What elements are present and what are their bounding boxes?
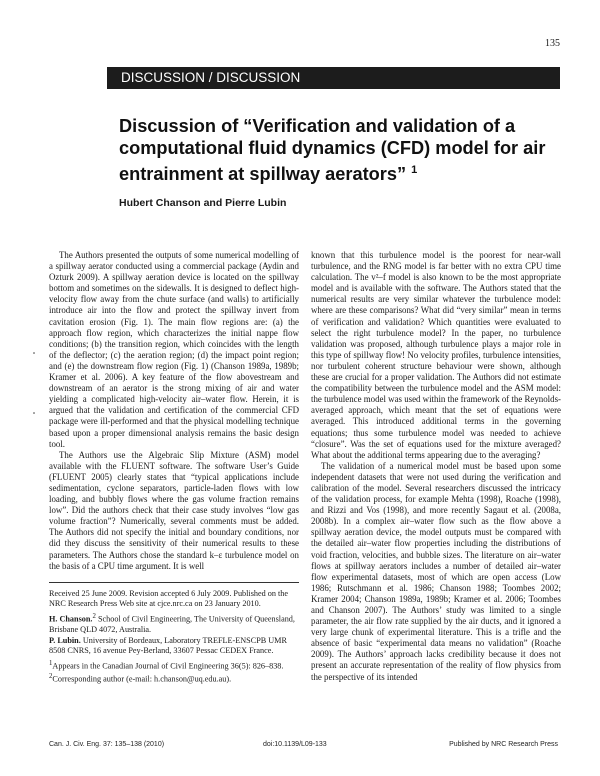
footer-doi: doi:10.1139/L09-133 — [263, 741, 327, 748]
body-paragraph: The validation of a numerical model must be based upon some independent datasets that were not used during the verification and calibration of the model. Several researchers discussed the intricacy of the validation process, for example Mehta (1998), Roache (1998), and Rizzi and Vos (1998), and more recently Sagaut et al. (2008a, 2008b). In a complex air–water flow such as the flow above a spillway aeration device, the model outputs must be compared with the detailed air–water flow properties including the distributions of void fraction, velocities, and bubble sizes. The literature on air–water flows at spillway aerators includes a number of detailed air–water flow experimental datasets, most of which are open access (Low 1986; Rutschmann et al. 1986; Chanson 1988; Toombes 2002; Kramer 2004; Chanson 1989a, 1989b; Kramer et al. 2006; Toombes and Chanson 2007). The Authors’ study was limited to a single parameter, the air flow rate supplied by the air ducts, and it ignored a very large chunk of experimental literature. This is a trifle and the absence of basic “experimental data means no validation” (Roache 2009). The Authors’ approach lacks credibility because it does not present an accurate representation of the reality of flow physics from the perspective of its intended — [311, 460, 561, 682]
body-paragraph: known that this turbulence model is the poorest for near-wall turbulence, and the RNG model is far better with no extra CPU time calculation. The v²–f model is also known to be the most appropriate model and is available with the software. The Authors stated that the numerical results are very similar whatever the turbulence model: where are these comparisons? What did “very similar” mean in terms of verification and validation? Which quantities were evaluated to select the right turbulence model? In the paper, no turbulence validation was proposed, although turbulence plays a major role in this type of spillway flow! No velocity profiles, turbulence intensities, nor turbulent coherent structure behaviour were shown, although these are crucial for a proper validation. The Authors did not estimate the compatibility between the turbulence model and the ASM model: the turbulence model was used within the framework of the Reynolds-averaged approach, which meant that the set of equations were averaged. This introduced additional terms in the governing equations; thus some turbulence model was needed to achieve “closure”. Was the set of equations used for the mixture averaged? What about the additional terms appearing due to the averaging? — [311, 250, 561, 460]
footnote-marker: 1 — [49, 659, 53, 667]
body-paragraph: The Authors presented the outputs of some numerical modelling of a spillway aerator conducted using a commercial package (Aydin and Ozturk 2009). A spillway aeration device is located on the spillway bottom and sometimes on the sidewalls. It is designed to deflect high-velocity flow away from the chute surface (and walls) to artificially introduce air into the flow and protect the spillway invert from cavitation erosion (Fig. 1). The main flow regions are: (a) the approach flow region, which characterizes the initial nappe flow conditions; (b) the transition region, which coincides with the length of the deflector; (c) the aeration region; (d) the impact point region; and (e) the downstream flow region (Fig. 1) (Chanson 1989a, 1989b; Kramer et al. 2006). A key feature of the flow abovestream and downstream of an aerator is the strong mixing of air and water yielding a complicated high-velocity air–water flow. Herein, it is argued that the validation and certification of the commercial CFD package were ill-performed and that the physical modelling technique based upon a proper dimensional analysis remains the basic design tool. — [49, 250, 299, 449]
affiliation-chanson — [49, 612, 299, 656]
page-number: 135 — [545, 38, 560, 49]
author-name: P. Lubin. — [49, 635, 81, 645]
footnote-text: Corresponding author (e-mail: h.chanson@uq.edu.au). — [52, 674, 232, 684]
title-text: Discussion of “Verification and validation of a computational fluid dynamics (CFD) model for air entrainment at spillway aerators” — [119, 116, 546, 185]
footer-publisher: Published by NRC Research Press — [449, 741, 558, 748]
affiliation-text: University of Bordeaux, Laboratory TREFLE-ENSCPB UMR 8508 CNRS, 16 avenue Pey-Berland, 33607 Pessac CEDEX France. — [49, 635, 287, 655]
footnote-1 — [49, 659, 299, 685]
section-banner: DISCUSSION / DISCUSSION — [107, 67, 560, 89]
margin-mark — [33, 412, 35, 414]
footnote-marker: 2 — [49, 672, 53, 680]
footer-journal: Can. J. Civ. Eng. 37: 135–138 (2010) — [49, 741, 165, 748]
author-list: Hubert Chanson and Pierre Lubin — [119, 197, 287, 209]
received-note: Received 25 June 2009. Revision accepted 6 July 2009. Published on the NRC Research Press Web site at cjce.nrc.ca on 23 January 2010. — [49, 589, 288, 609]
margin-mark — [33, 352, 35, 354]
article-notes — [49, 582, 299, 688]
right-column — [311, 250, 561, 683]
affiliation-text: School of Civil Engineering, The University of Queensland, Brisbane QLD 4072, Australia. — [49, 615, 295, 635]
left-column — [49, 250, 299, 572]
title-footnote-marker: 1 — [411, 164, 418, 176]
footnote-marker: 2 — [92, 613, 96, 621]
author-name: H. Chanson. — [49, 615, 93, 625]
footnote-text: Appears in the Canadian Journal of Civil Engineering 36(5): 826–838. — [52, 661, 284, 671]
article-title — [119, 115, 559, 185]
body-paragraph: The Authors use the Algebraic Slip Mixture (ASM) model available with the FLUENT software. The software User’s Guide (FLUENT 2005) clearly states that “typical applications include sedimentation, cyclone separators, particle-laden flows with low loading, and bubbly flows where the gas volume fraction remains low”. Did the authors check that their case study involves “low gas volume fraction”? Numerically, several comments must be added. The Authors did not specify the initial and boundary conditions, nor did they discuss the sensitivity of their numerical results to these parameters. The Authors chose the standard k–ε turbulence model on the basis of a CPU time argument. It is well — [49, 449, 299, 571]
